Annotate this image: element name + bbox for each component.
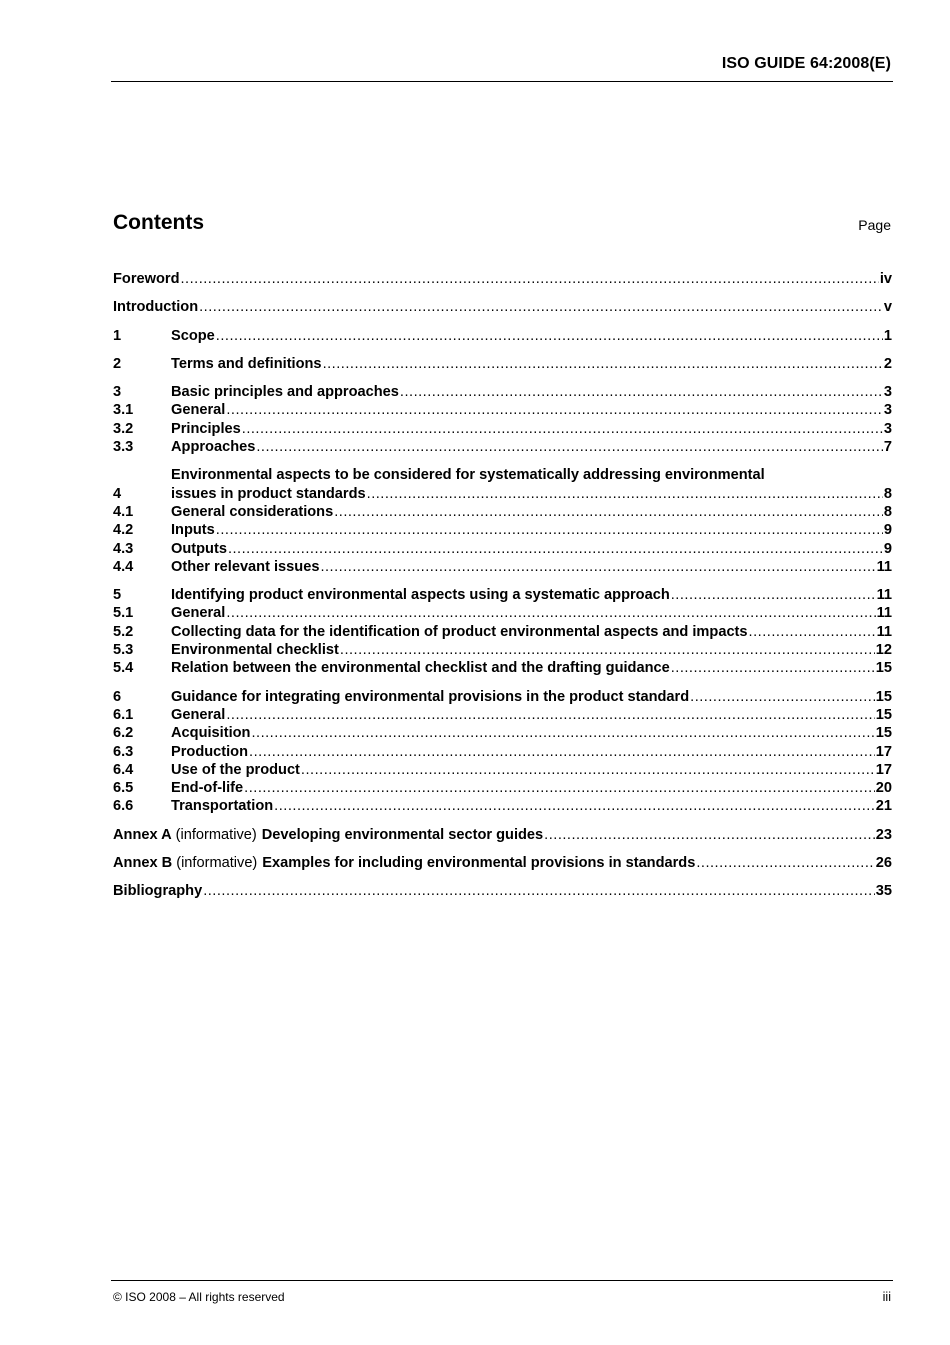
toc-entry-page: 15	[875, 688, 892, 705]
annex-informative-label: (informative)	[176, 855, 258, 872]
toc-group	[113, 383, 892, 456]
toc-entry[interactable]	[113, 327, 892, 345]
toc-entry[interactable]	[113, 383, 892, 401]
toc-entry-title: General	[171, 706, 226, 723]
toc-entry-title: End-of-life	[171, 780, 244, 797]
toc-entry-number: 1	[113, 327, 122, 344]
toc-entry-number: 4.1	[113, 503, 134, 520]
header-rule	[111, 81, 893, 82]
toc-entry-page: 26	[875, 855, 892, 872]
toc-entry-title: Environmental checklist	[171, 642, 339, 659]
dot-leader	[400, 383, 883, 401]
toc-entry-page: 11	[876, 605, 892, 622]
table-of-contents	[113, 270, 892, 911]
dot-leader	[226, 604, 875, 622]
toc-group	[113, 688, 892, 816]
toc-entry-number: 5.1	[113, 605, 134, 622]
toc-entry-page: 20	[875, 780, 892, 797]
toc-entry-title-line1: Environmental aspects to be considered for systematically addressing environmental	[171, 467, 765, 484]
toc-entry[interactable]	[113, 586, 892, 604]
dot-leader	[242, 420, 883, 438]
dot-leader	[226, 706, 874, 724]
toc-entry-number: 3.1	[113, 402, 134, 419]
toc-entry-number: 6.4	[113, 761, 134, 778]
dot-leader	[180, 270, 878, 288]
toc-entry-page: 17	[875, 743, 892, 760]
dot-leader	[274, 797, 875, 815]
toc-entry-page: 3	[883, 402, 892, 419]
toc-entry-number: 6	[113, 688, 122, 705]
toc-entry-title: Introduction	[113, 299, 199, 316]
toc-entry[interactable]	[113, 558, 892, 576]
toc-entry[interactable]	[113, 521, 892, 539]
dot-leader	[696, 854, 874, 872]
toc-entry[interactable]	[113, 604, 892, 622]
annex-informative-label: (informative)	[175, 826, 257, 843]
dot-leader	[199, 298, 883, 316]
toc-entry-title: Relation between the environmental checklist and the drafting guidance	[171, 660, 670, 677]
toc-group	[113, 826, 892, 844]
toc-entry-title: Terms and definitions	[171, 355, 322, 372]
toc-entry-title: Guidance for integrating environmental provisions in the product standard	[171, 688, 690, 705]
footer-page-number: iii	[882, 1290, 891, 1304]
toc-entry[interactable]	[113, 724, 892, 742]
toc-group	[113, 882, 892, 900]
toc-entry-title: Identifying product environmental aspects using a systematic approach	[171, 587, 670, 604]
toc-entry-title: Bibliography	[113, 883, 203, 900]
toc-entry[interactable]	[113, 779, 892, 797]
toc-entry-page: iv	[879, 271, 892, 287]
toc-entry[interactable]	[113, 826, 892, 844]
toc-group	[113, 586, 892, 677]
dot-leader	[340, 641, 875, 659]
toc-entry-number: 6.6	[113, 798, 134, 815]
toc-entry[interactable]	[113, 466, 892, 503]
dot-leader	[251, 724, 874, 742]
toc-entry[interactable]	[113, 659, 892, 677]
toc-entry-number: 3.3	[113, 439, 134, 456]
toc-entry[interactable]	[113, 540, 892, 558]
dot-leader	[301, 761, 875, 779]
toc-entry-title: General	[171, 605, 226, 622]
toc-entry-page: 17	[875, 761, 892, 778]
toc-entry-number: 6.3	[113, 743, 134, 760]
toc-entry[interactable]	[113, 420, 892, 438]
toc-group	[113, 298, 892, 316]
toc-entry[interactable]	[113, 401, 892, 419]
dot-leader	[226, 401, 883, 419]
toc-group	[113, 466, 892, 576]
toc-entry-page: 11	[876, 623, 892, 640]
toc-entry-number: 5.3	[113, 642, 134, 659]
toc-entry-number: 5	[113, 587, 122, 604]
toc-entry-number: 4.3	[113, 540, 134, 557]
toc-entry-page: 11	[876, 587, 892, 604]
toc-entry-number: 5.2	[113, 623, 134, 640]
toc-entry-title: Approaches	[171, 439, 256, 456]
toc-entry-page: 15	[875, 706, 892, 723]
toc-entry-title: Examples for including environmental provisions in standards	[262, 855, 696, 872]
dot-leader	[228, 540, 883, 558]
toc-entry-page: 21	[875, 798, 892, 815]
dot-leader	[671, 586, 876, 604]
toc-entry-page: 12	[875, 642, 892, 659]
toc-entry-page: 15	[875, 725, 892, 742]
toc-entry-number: 2	[113, 355, 122, 372]
toc-group	[113, 327, 892, 345]
dot-leader	[690, 688, 875, 706]
toc-entry[interactable]	[113, 298, 892, 316]
toc-entry-title: Outputs	[171, 540, 227, 557]
toc-group	[113, 854, 892, 872]
toc-entry-page: 23	[875, 826, 892, 843]
dot-leader	[216, 327, 883, 345]
header-document-id: ISO GUIDE 64:2008(E)	[721, 55, 891, 72]
toc-group	[113, 270, 892, 288]
toc-entry[interactable]	[113, 882, 892, 900]
toc-entry-number: 3.2	[113, 420, 134, 437]
dot-leader	[203, 882, 875, 900]
toc-entry-page: 3	[883, 384, 892, 401]
toc-entry-title: Production	[171, 743, 249, 760]
toc-entry-title-line2: issues in product standards	[171, 485, 366, 502]
dot-leader	[544, 826, 875, 844]
dot-leader	[367, 485, 883, 503]
toc-entry-page: 8	[883, 485, 892, 502]
toc-entry-page: v	[883, 299, 892, 316]
toc-entry[interactable]	[113, 797, 892, 815]
toc-entry[interactable]	[113, 688, 892, 706]
toc-entry[interactable]	[113, 503, 892, 521]
contents-title: Contents	[113, 211, 204, 234]
toc-entry-title: Inputs	[171, 522, 215, 539]
toc-entry-title: Foreword	[113, 271, 180, 287]
dot-leader	[256, 438, 883, 456]
toc-group	[113, 355, 892, 373]
toc-entry-title: Principles	[171, 420, 241, 437]
toc-entry-page: 9	[883, 522, 892, 539]
dot-leader	[244, 779, 875, 797]
toc-entry-page: 7	[883, 439, 892, 456]
toc-entry-number: 4.2	[113, 522, 134, 539]
dot-leader	[216, 521, 883, 539]
toc-entry-page: 15	[875, 660, 892, 677]
toc-entry-number: 6.1	[113, 706, 134, 723]
toc-entry-title: Other relevant issues	[171, 558, 320, 575]
footer-rule	[111, 1280, 893, 1281]
dot-leader	[749, 623, 876, 641]
dot-leader	[323, 355, 883, 373]
toc-entry[interactable]	[113, 623, 892, 641]
toc-entry-title: Transportation	[171, 798, 274, 815]
toc-entry[interactable]	[113, 761, 892, 779]
toc-entry-page: 8	[883, 503, 892, 520]
annex-label: Annex A	[113, 826, 172, 843]
toc-entry-page: 11	[876, 558, 892, 575]
toc-entry-page: 35	[875, 883, 892, 900]
dot-leader	[671, 659, 875, 677]
toc-entry[interactable]	[113, 438, 892, 456]
toc-entry-title: Acquisition	[171, 725, 251, 742]
toc-entry-title: General	[171, 402, 226, 419]
toc-entry[interactable]	[113, 641, 892, 659]
toc-entry-title: Basic principles and approaches	[171, 384, 399, 401]
toc-entry-title: Collecting data for the identification of product environmental aspects and impacts	[171, 623, 748, 640]
toc-entry[interactable]	[113, 706, 892, 724]
dot-leader	[249, 743, 875, 761]
toc-entry[interactable]	[113, 270, 892, 288]
annex-label: Annex B	[113, 855, 173, 872]
toc-entry-title: General considerations	[171, 503, 334, 520]
toc-entry-number: 5.4	[113, 660, 134, 677]
dot-leader	[320, 558, 875, 576]
toc-entry-number: 4.4	[113, 558, 134, 575]
toc-entry-page: 1	[883, 327, 892, 344]
footer-copyright: © ISO 2008 – All rights reserved	[113, 1290, 285, 1304]
toc-entry[interactable]	[113, 854, 892, 872]
toc-entry-page: 3	[883, 420, 892, 437]
toc-entry[interactable]	[113, 355, 892, 373]
toc-entry-number: 4	[113, 485, 122, 502]
toc-entry-number: 6.2	[113, 725, 134, 742]
page-column-label: Page	[858, 217, 891, 233]
toc-entry-page: 9	[883, 540, 892, 557]
toc-entry-number: 3	[113, 384, 122, 401]
toc-entry[interactable]	[113, 743, 892, 761]
toc-entry-title: Developing environmental sector guides	[261, 826, 544, 843]
toc-entry-number: 6.5	[113, 780, 134, 797]
toc-entry-title: Scope	[171, 327, 215, 344]
dot-leader	[334, 503, 883, 521]
toc-entry-title: Use of the product	[171, 761, 300, 778]
toc-entry-page: 2	[883, 355, 892, 372]
